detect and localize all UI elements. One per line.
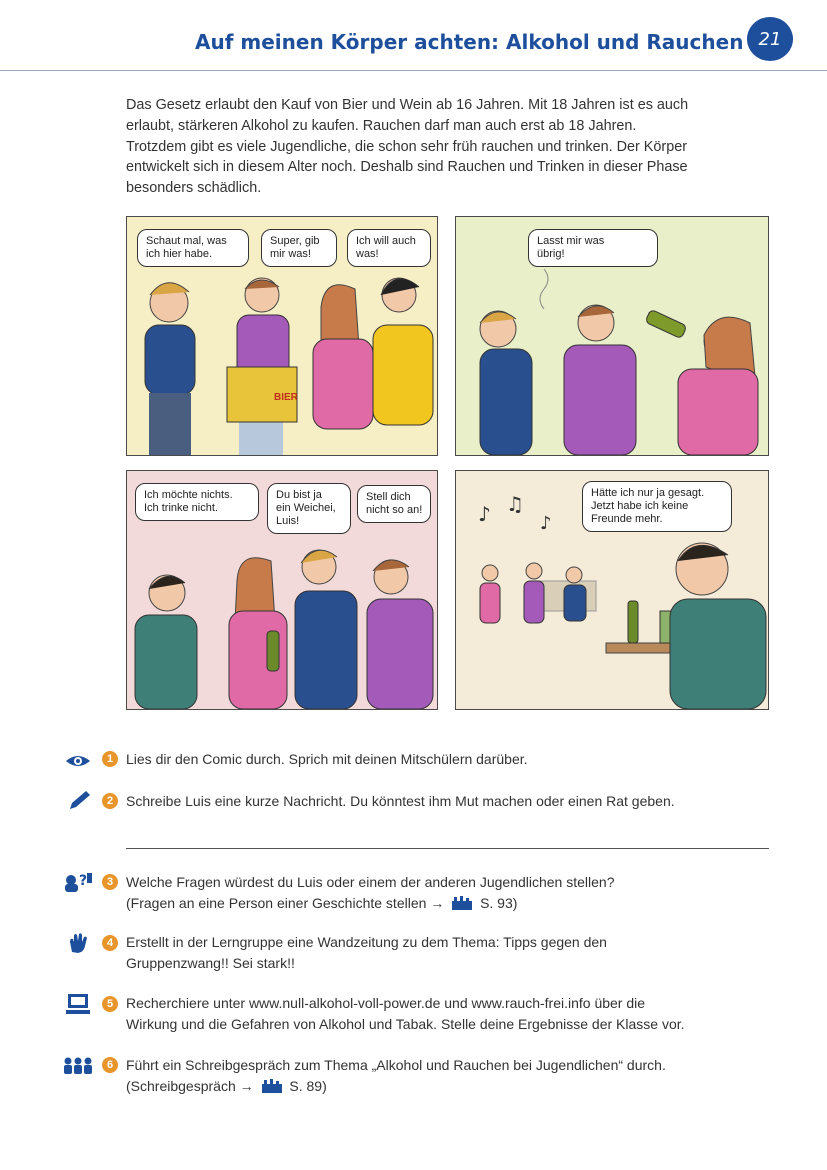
speech-bubble — [347, 229, 431, 267]
task-text: Schreibe Luis eine kurze Nachricht. Du könntest ihm Mut machen oder einen Rat geben. — [126, 793, 675, 809]
speech-bubble-line: was! — [356, 248, 379, 260]
task-reference-page: S. 89) — [289, 1078, 327, 1094]
task-number-badge: 4 — [102, 935, 118, 951]
speech-bubble — [135, 483, 259, 521]
method-book-icon — [451, 896, 473, 910]
speech-bubble-line: Ich trinke nicht. — [144, 502, 218, 514]
music-note-icon: ♪ — [540, 513, 552, 534]
comic-panel-3 — [126, 470, 438, 710]
speech-bubble-line: ein Weichei, — [276, 502, 336, 514]
speech-bubble — [267, 483, 351, 534]
method-book-icon — [261, 1079, 283, 1093]
task-text: Recherchiere unter www.null-alkohol-voll-power.de und www.rauch-frei.info über die — [126, 995, 646, 1011]
comic-panel-1 — [126, 216, 438, 456]
task-reference-page: S. 93) — [480, 895, 518, 911]
speech-bubble-line: Ich möchte nichts. — [144, 489, 233, 501]
group-icon — [62, 1054, 94, 1076]
task-3 — [126, 872, 615, 914]
speech-bubble-line: Luis! — [276, 515, 300, 527]
task-reference-text: (Schreibgespräch → — [126, 1078, 254, 1094]
music-note-icon: ♫ — [506, 492, 524, 516]
task-4 — [126, 932, 607, 974]
intro-line: Trotzdem gibt es viele Jugendliche, die schon sehr früh rauchen und trinken. Der Körper — [126, 138, 688, 155]
music-note-icon: ♪ — [478, 502, 491, 526]
task-text: Erstellt in der Lerngruppe eine Wandzeitung zu dem Thema: Tipps gegen den — [126, 934, 607, 950]
intro-line: entwickelt sich in diesem Alter noch. Deshalb sind Rauchen und Trinken in dieser Phase — [126, 159, 688, 176]
speech-bubble-line: Super, gib — [270, 235, 320, 247]
speech-bubble-line: Lasst mir was — [537, 235, 605, 247]
speech-bubble-line: Hätte ich nur ja gesagt. — [591, 487, 705, 499]
speech-bubble-line: Stell dich — [366, 491, 411, 503]
task-number-badge: 6 — [102, 1057, 118, 1073]
computer-icon — [62, 993, 94, 1015]
task-1 — [126, 749, 528, 770]
task-reference — [126, 1076, 666, 1097]
eye-icon — [62, 750, 94, 772]
speech-bubble-line: nicht so an! — [366, 504, 423, 516]
task-reference — [126, 893, 615, 914]
intro-line: Das Gesetz erlaubt den Kauf von Bier und Wein ab 16 Jahren. Mit 18 Jahren ist es auch — [126, 97, 689, 113]
svg-text:?: ? — [79, 873, 88, 889]
hand-icon — [62, 932, 94, 954]
speech-bubble — [528, 229, 658, 267]
speech-bubble — [357, 485, 431, 523]
task-text: Lies dir den Comic durch. Sprich mit deinen Mitschülern darüber. — [126, 751, 528, 767]
speech-bubble-line: Jetzt habe ich keine — [591, 500, 689, 512]
task-6 — [126, 1055, 666, 1097]
intro-line: besonders schädlich. — [126, 180, 262, 197]
speech-bubble-line: Du bist ja — [276, 489, 322, 501]
intro-line: erlaubt, stärkeren Alkohol zu kaufen. Rauchen darf man auch erst ab 18 Jahren. — [126, 117, 637, 134]
task-5 — [126, 993, 685, 1035]
speech-bubble-line: Freunde mehr. — [591, 513, 663, 525]
task-text: Gruppenzwang!! Sei stark!! — [126, 955, 295, 971]
speech-bubble-line: Schaut mal, was — [146, 235, 227, 247]
page-title: Auf meinen Körper achten: Alkohol und Rauchen — [195, 30, 744, 54]
task-text: Wirkung und die Gefahren von Alkohol und Tabak. Stelle deine Ergebnisse der Klasse vor. — [126, 1016, 685, 1032]
speech-bubble-line: Ich will auch — [356, 235, 416, 247]
page-number-badge: 21 — [747, 17, 793, 61]
pencil-icon — [62, 789, 94, 811]
task-2 — [126, 791, 675, 812]
speech-bubble — [137, 229, 249, 267]
task-number-badge: 5 — [102, 996, 118, 1012]
question-people-icon — [62, 870, 94, 892]
crate-label: BIER — [274, 392, 298, 403]
header-divider — [0, 70, 827, 71]
speech-bubble-line: ich hier habe. — [146, 248, 213, 260]
speech-bubble-line: übrig! — [537, 248, 565, 260]
answer-line — [126, 848, 769, 849]
task-number-badge: 1 — [102, 751, 118, 767]
task-number-badge: 3 — [102, 874, 118, 890]
task-reference-text: (Fragen an eine Person einer Geschichte stellen → — [126, 895, 445, 911]
speech-bubble — [582, 481, 732, 532]
task-number-badge: 2 — [102, 793, 118, 809]
task-text: Welche Fragen würdest du Luis oder einem der anderen Jugendlichen stellen? — [126, 874, 615, 890]
intro-text — [126, 95, 771, 199]
comic-panel-2 — [455, 216, 769, 456]
speech-bubble-line: mir was! — [270, 248, 311, 260]
task-text: Führt ein Schreibgespräch zum Thema „Alkohol und Rauchen bei Jugendlichen“ durch. — [126, 1057, 666, 1073]
speech-bubble — [261, 229, 337, 267]
comic-panel-4 — [455, 470, 769, 710]
